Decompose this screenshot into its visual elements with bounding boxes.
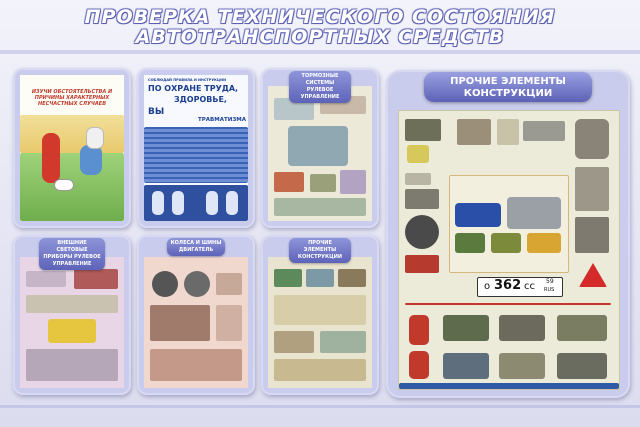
building-illustration (20, 115, 124, 153)
worker-silhouette-3 (206, 191, 218, 215)
wheels-diagram-3 (216, 305, 242, 341)
small-seat-diagram (274, 331, 314, 353)
brake-diagram-6 (274, 198, 366, 216)
van-illustration (455, 203, 501, 227)
seat-diagram (575, 119, 609, 159)
poster-accidents-title: ИЗУЧИ ОБСТОЯТЕЛЬСТВА И ПРИЧИНЫ ХАРАКТЕРНЫХ НЕСЧАСТНЫХ СЛУЧАЕВ (31, 89, 113, 107)
truck-bottom-5 (557, 353, 607, 379)
tanker-illustration (507, 197, 561, 229)
hinge-diagram (523, 121, 565, 141)
poster-frame-other-small (261, 235, 379, 395)
steering-diagram (26, 349, 118, 381)
poster-safety-line2: ПО ОХРАНЕ ТРУДА, (148, 84, 239, 93)
lights-diagram-1 (26, 271, 66, 287)
tab-other-large-line1: ПРОЧИЕ ЭЛЕМЕНТЫ (450, 76, 566, 87)
poster-lights (20, 257, 124, 388)
truck-bottom-4 (499, 353, 545, 379)
plate-region: 59 (546, 278, 554, 285)
fire-extinguisher-icon (409, 315, 429, 345)
worker-figure-blue (80, 145, 102, 175)
poster-accidents (20, 75, 124, 221)
speedometer-diagram (405, 215, 439, 249)
doctor-figure (86, 127, 104, 149)
worker-silhouette-1 (152, 191, 164, 215)
small-extinguisher-diagram (320, 331, 366, 353)
poster-frame-brakes (261, 68, 379, 228)
plate-country: RUS (544, 287, 555, 293)
tab-other-large-line2: КОНСТРУКЦИИ (463, 88, 553, 99)
poster-frame-other-large (386, 70, 630, 398)
lights-diagram-2 (26, 295, 118, 313)
worker-figure-red (42, 133, 60, 183)
worker-silhouette-2 (172, 191, 184, 215)
footer-stripe (0, 405, 640, 408)
wheel-illustration-1 (152, 271, 178, 297)
poster-wheels (144, 257, 248, 388)
bus-illustration (48, 319, 96, 343)
seatbelt-diagram (457, 119, 491, 145)
small-truck-diagram-2 (306, 269, 334, 287)
poster-safety-line4: ВЫ (148, 107, 165, 117)
license-plate (477, 277, 563, 297)
truck-illustration-green (455, 233, 485, 253)
poster-frame-safety (137, 68, 255, 228)
poster-safety (144, 75, 248, 221)
dashboard-diagram-1 (405, 173, 431, 185)
truck-illustration-olive (491, 233, 521, 253)
brake-diagram-3 (274, 172, 304, 192)
fire-extinguisher-icon-2 (409, 351, 429, 379)
warning-triangle-icon (579, 263, 607, 287)
engine-diagram (150, 305, 210, 341)
mirror-diagram (407, 145, 429, 163)
tab-other-small: ПРОЧИЕ ЭЛЕМЕНТЫ КОНСТРУКЦИИ (289, 238, 351, 263)
poster-safety-line3: ЗДОРОВЬЕ, (174, 95, 227, 104)
page-title-line1: ПРОВЕРКА ТЕХНИЧЕСКОГО СОСТОЯНИЯ (84, 6, 556, 28)
poster-frame-wheels (137, 235, 255, 395)
poster-frame-accidents (13, 68, 131, 228)
tab-lights: ВНЕШНИЕ СВЕТОВЫЕ ПРИБОРЫ РУЛЕВОЕ УПРАВЛЕНИЕ (39, 238, 105, 270)
wheel-illustration-2 (184, 271, 210, 297)
tab-other-large (424, 72, 592, 102)
plate-number: 362 (494, 278, 522, 293)
tire-diagram (216, 273, 242, 295)
dog-figure (54, 179, 74, 191)
poster-footer-band (399, 383, 619, 389)
poster-brakes (268, 86, 372, 221)
plate-letter: о (484, 281, 491, 292)
poster-safety-line1: СОБЛЮДАЙ ПРАВИЛА И ИНСТРУКЦИИ (148, 78, 227, 82)
small-truck-diagram-1 (274, 269, 302, 287)
poster-safety-line5: ТРАВМАТИЗМА (198, 117, 246, 123)
page-title-line2: АВТОТРАНСПОРТНЫХ СРЕДСТВ (135, 26, 505, 48)
worker-silhouette-4 (226, 191, 238, 215)
brake-diagram-4 (310, 174, 336, 192)
header-stripe (0, 50, 640, 54)
poster-other-large (398, 110, 620, 390)
dashboard-diagram-2 (405, 189, 439, 209)
tab-wheels: КОЛЕСА И ШИНЫ ДВИГАТЕЛЬ (167, 238, 225, 256)
divider-red (405, 303, 611, 305)
truck-bottom-3 (557, 315, 607, 341)
truck-cab-diagram (405, 119, 441, 141)
tab-brakes: ТОРМОЗНЫЕ СИСТЕМЫ РУЛЕВОЕ УПРАВЛЕНИЕ (289, 71, 351, 103)
belt-parts-diagram (575, 167, 609, 211)
bus-illustration-yellow (527, 233, 561, 253)
small-parts-diagram (274, 295, 366, 325)
poster-other-small (268, 257, 372, 388)
plate-letters: сс (524, 281, 535, 292)
alarm-device-diagram (405, 255, 439, 273)
lights-truck-diagram (74, 269, 118, 289)
wheels-diagram-4 (150, 349, 242, 381)
safety-text-block (144, 127, 248, 183)
poster-frame-lights (13, 235, 131, 395)
small-truck-diagram-3 (338, 269, 366, 287)
truck-bottom-1 (443, 315, 489, 341)
bus-bottom-1 (443, 353, 489, 379)
brake-diagram-5 (340, 170, 366, 194)
small-parts-diagram-2 (274, 359, 366, 381)
lock-diagram (497, 119, 519, 145)
vehicle-chassis-diagram (288, 126, 348, 166)
tow-parts-diagram (575, 217, 609, 253)
truck-bottom-2 (499, 315, 545, 341)
